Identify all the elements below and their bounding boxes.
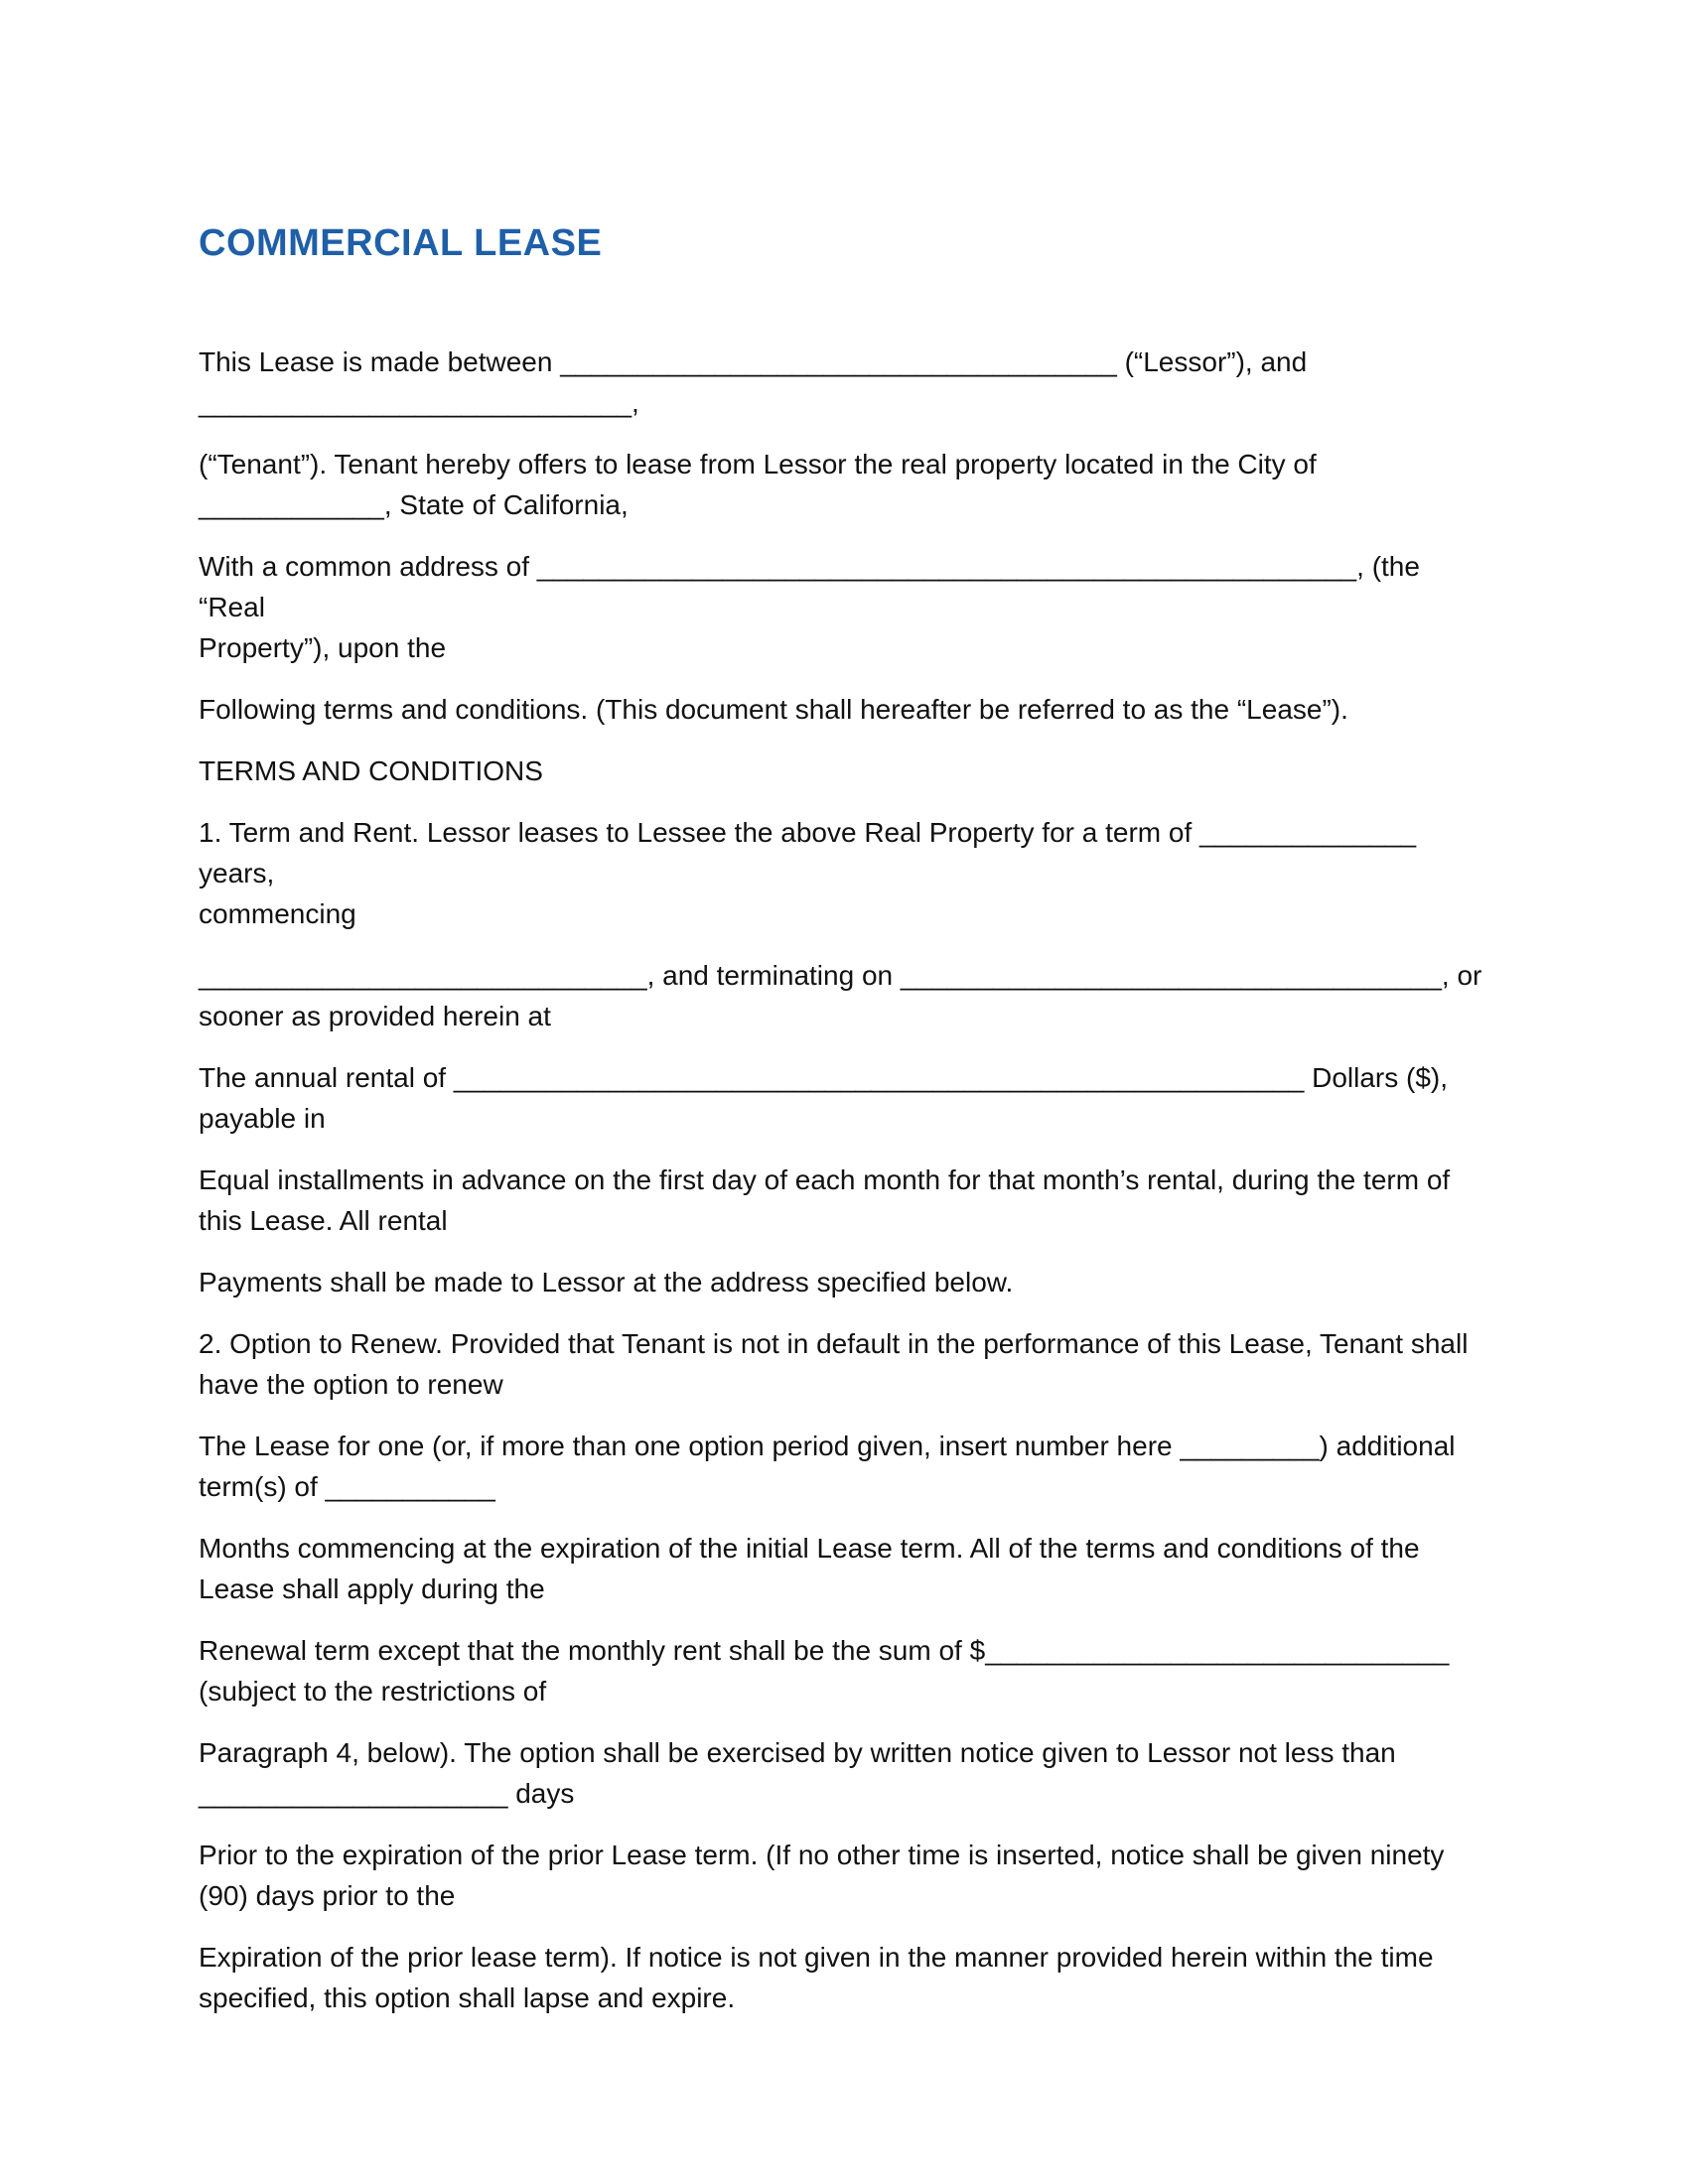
- paragraph-additional-term: The Lease for one (or, if more than one option period given, insert number here _________) additional term(s) of ___________: [199, 1431, 1456, 1502]
- paragraph-commencing-terminating: _____________________________, and terminating on ___________________________________, or sooner as provided herein at: [199, 960, 1482, 1031]
- paragraph-option-to-renew: 2. Option to Renew. Provided that Tenant is not in default in the performance of this Lease, Tenant shall have the option to renew: [199, 1328, 1469, 1400]
- paragraph-following-terms: Following terms and conditions. (This document shall hereafter be referred to as the “Lease”).: [199, 694, 1348, 725]
- paragraph-prior-expiration: Prior to the expiration of the prior Lease term. (If no other time is inserted, notice shall be given ninety (90) days prior to the: [199, 1840, 1445, 1911]
- paragraph-payments: Payments shall be made to Lessor at the address specified below.: [199, 1267, 1014, 1297]
- paragraph-term-and-rent: 1. Term and Rent. Lessor leases to Lessee the above Real Property for a term of ______________ years, commencing: [199, 817, 1417, 929]
- document-page: [199, 0, 1489, 2184]
- document-body: [199, 341, 1489, 2039]
- paragraph-annual-rental: The annual rental of _______________________________________________________ Dollars ($), payable in: [199, 1062, 1449, 1134]
- paragraph-parties: This Lease is made between ____________________________________ (“Lessor”), and ____________________________,: [199, 346, 1308, 418]
- paragraph-installments: Equal installments in advance on the first day of each month for that month’s rental, during the term of this Lease. All rental: [199, 1164, 1451, 1236]
- paragraph-months-commencing: Months commencing at the expiration of the initial Lease term. All of the terms and conditions of the Lease shall apply during the: [199, 1533, 1420, 1604]
- document-title: COMMERCIAL LEASE: [199, 222, 603, 264]
- paragraph-address: With a common address of _____________________________________________________, (the “Real Property”), upon the: [199, 551, 1420, 663]
- paragraph-renewal-rent: Renewal term except that the monthly rent shall be the sum of $______________________________ (subject to the restrictions of: [199, 1635, 1450, 1706]
- paragraph-option-lapse: Expiration of the prior lease term). If notice is not given in the manner provided herein within the time specified, this option shall lapse and expire.: [199, 1942, 1434, 2013]
- section-heading-terms: TERMS AND CONDITIONS: [199, 755, 543, 786]
- paragraph-written-notice: Paragraph 4, below). The option shall be exercised by written notice given to Lessor not less than ____________________ days: [199, 1737, 1396, 1809]
- paragraph-tenant-city: (“Tenant”). Tenant hereby offers to lease from Lessor the real property located in the City of ____________, State of California,: [199, 449, 1317, 520]
